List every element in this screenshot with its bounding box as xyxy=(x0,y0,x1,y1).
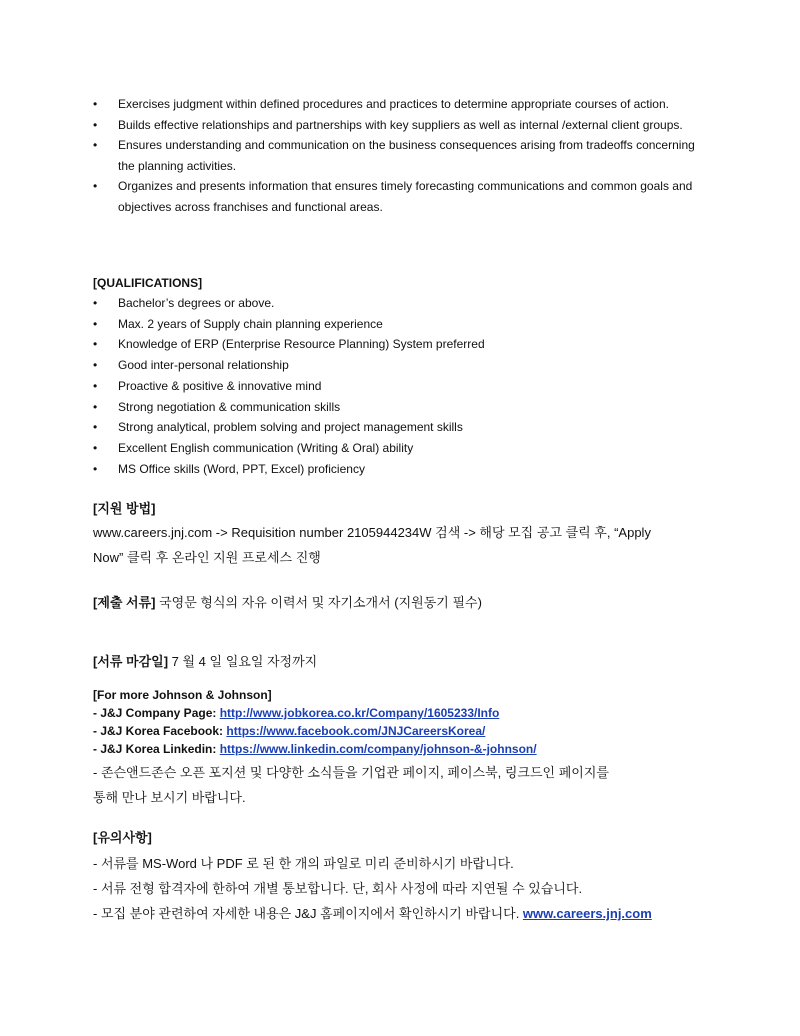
qualifications-list xyxy=(93,293,693,479)
documents-heading: [제출 서류] xyxy=(93,595,156,610)
notice-heading: [유의사항] xyxy=(93,830,152,845)
responsibilities-list xyxy=(93,94,705,218)
facebook-line xyxy=(93,722,713,740)
company-page-line xyxy=(93,704,713,722)
list-item: • Strong negotiation & communication skills xyxy=(93,397,693,418)
notice-line-3 xyxy=(93,901,713,926)
apply-line-1: www.careers.jnj.com -> Requisition number 2105944234W 검색 -> 해당 모집 공고 클릭 후, “Apply xyxy=(93,525,651,540)
list-item: • Strong analytical, problem solving and project management skills xyxy=(93,417,693,438)
company-page-link[interactable]: http://www.jobkorea.co.kr/Company/1605233/Info xyxy=(219,706,500,720)
notice-list xyxy=(93,851,713,926)
more-note-line-1: - 존슨앤드존슨 오픈 포지션 및 다양한 소식들을 기업관 페이지, 페이스북, 링크드인 페이지를 xyxy=(93,765,609,780)
deadline-text: 7 월 4 일 일요일 자정까지 xyxy=(168,654,318,669)
documents-text: 국영문 형식의 자유 이력서 및 자기소개서 (지원동기 필수) xyxy=(155,595,482,610)
apply-line-2: Now” 클릭 후 온라인 지원 프로세스 진행 xyxy=(93,550,321,565)
apply-instructions xyxy=(93,520,703,570)
facebook-link[interactable]: https://www.facebook.com/JNJCareersKorea/ xyxy=(226,724,486,738)
careers-link[interactable]: www.careers.jnj.com xyxy=(522,906,652,921)
notice-line-3-text: - 모집 분야 관련하여 자세한 내용은 J&J 홈페이지에서 확인하시기 바랍니다. xyxy=(93,906,523,921)
list-item: • Ensures understanding and communication on the business consequences arising from tradeoffs concerning the planning activities. xyxy=(93,135,705,176)
linkedin-label: - J&J Korea Linkedin: xyxy=(93,742,220,756)
list-item: • Builds effective relationships and partnerships with key suppliers as well as internal /external client groups. xyxy=(93,115,705,136)
list-item: • Excellent English communication (Writing & Oral) ability xyxy=(93,438,693,459)
company-page-label: - J&J Company Page: xyxy=(93,706,220,720)
more-note-line-2: 통해 만나 보시기 바랍니다. xyxy=(93,790,246,805)
list-item: • MS Office skills (Word, PPT, Excel) proficiency xyxy=(93,459,693,480)
documents-section xyxy=(93,592,482,611)
list-item: • Bachelor’s degrees or above. xyxy=(93,293,693,314)
list-item: • Max. 2 years of Supply chain planning experience xyxy=(93,314,693,335)
more-heading: [For more Johnson & Johnson] xyxy=(93,688,272,702)
notice-line-1: - 서류를 MS-Word 나 PDF 로 된 한 개의 파일로 미리 준비하시기 바랍니다. xyxy=(93,856,514,871)
more-note xyxy=(93,760,713,810)
deadline-heading: [서류 마감일] xyxy=(93,654,169,669)
apply-heading: [지원 방법] xyxy=(93,501,156,516)
notice-line-2: - 서류 전형 합격자에 한하여 개별 통보합니다. 단, 회사 사정에 따라 지연될 수 있습니다. xyxy=(93,881,583,896)
list-item: • Organizes and presents information that ensures timely forecasting communications and common goals and objectives across franchises and functional areas. xyxy=(93,176,705,217)
list-item: • Proactive & positive & innovative mind xyxy=(93,376,693,397)
more-section xyxy=(93,686,713,758)
list-item: • Knowledge of ERP (Enterprise Resource Planning) System preferred xyxy=(93,334,693,355)
list-item: • Exercises judgment within defined procedures and practices to determine appropriate courses of action. xyxy=(93,94,705,115)
deadline-section xyxy=(93,651,317,670)
facebook-label: - J&J Korea Facebook: xyxy=(93,724,227,738)
qualifications-heading: [QUALIFICATIONS] xyxy=(93,276,203,290)
linkedin-link[interactable]: https://www.linkedin.com/company/johnson-&-johnson/ xyxy=(219,742,537,756)
list-item: • Good inter-personal relationship xyxy=(93,355,693,376)
linkedin-line xyxy=(93,740,713,758)
